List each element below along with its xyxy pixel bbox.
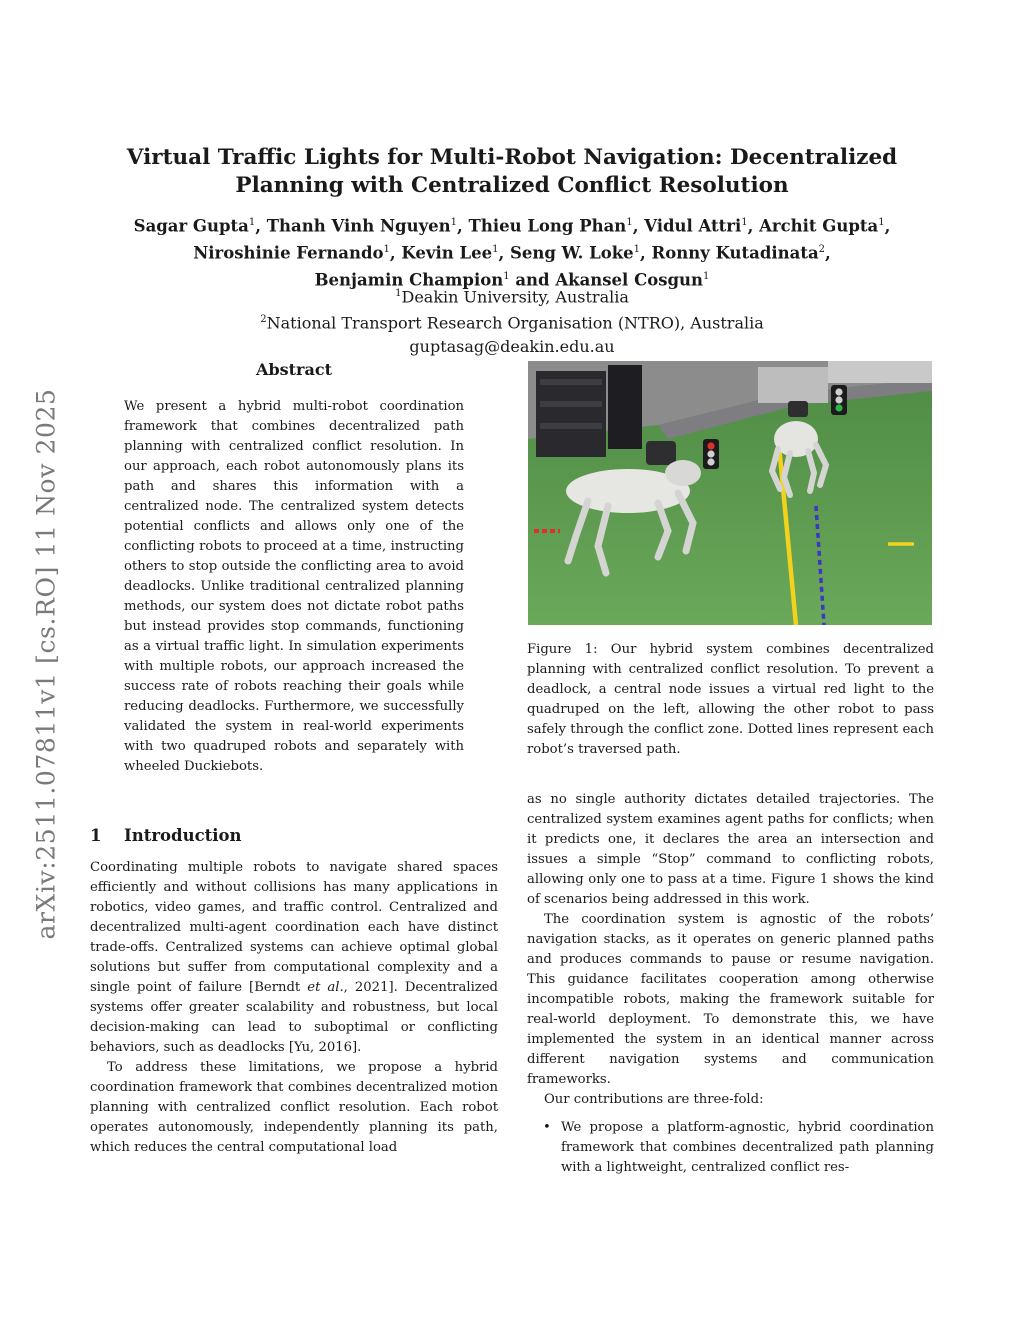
author-name: Kevin Lee bbox=[401, 243, 493, 263]
author-list bbox=[60, 211, 964, 292]
affiliation bbox=[100, 308, 924, 334]
left-column-text bbox=[90, 858, 498, 1158]
author-affiliation-mark: 1 bbox=[450, 217, 458, 228]
section-heading bbox=[90, 826, 500, 845]
green-traffic-light bbox=[831, 385, 847, 415]
and-word: and bbox=[515, 270, 550, 290]
red-traffic-light bbox=[703, 439, 719, 469]
citation-etal: et al. bbox=[307, 980, 344, 995]
affiliation-mark: 2 bbox=[260, 314, 267, 326]
paragraph: The coordination system is agnostic of the robots’ navigation stacks, as it operates on generic planned paths and produces commands to pause or resume navigation. This guidance facilitates cooperation among otherwise incompatible robots, making the framework suitable for real-world deployment. To demonstrate this, we have implemented the system in an identical manner across different navigation systems and communication frameworks. bbox=[527, 912, 934, 1087]
author-affiliation-mark: 1 bbox=[741, 217, 748, 228]
author-affiliation-mark: 1 bbox=[626, 217, 633, 228]
paragraph: Our contributions are three-fold: bbox=[544, 1092, 764, 1107]
bullet-icon: • bbox=[543, 1120, 551, 1135]
author-name: Akansel Cosgun bbox=[555, 270, 704, 290]
contact-email[interactable]: guptasag@deakin.edu.au bbox=[409, 336, 615, 356]
author-name: Benjamin Champion bbox=[314, 270, 504, 290]
paragraph-text: Coordinating multiple robots to navigate shared spaces efficiently and without collisions has many applications in robotics, video games, and traffic control. Centralized and decentralized multi-agent coordination each have distinct trade-offs. Centralized systems can achieve optimal global solutions but suffer from computational complexity and a single point of failure [Berndt bbox=[90, 860, 498, 995]
affiliations bbox=[100, 282, 924, 358]
right-column-text bbox=[527, 790, 934, 1178]
back-desk bbox=[758, 367, 828, 403]
paragraph bbox=[90, 858, 498, 1058]
author-line: Sagar Gupta$^1$, Thanh Vinh Nguyen$^1$, Thieu Long Phan$^1$, Vidul Attri$^1$, Archit Gupta$^1$, bbox=[133, 216, 891, 236]
author-name: Archit Gupta bbox=[759, 216, 879, 236]
author-affiliation-mark: 1 bbox=[703, 271, 710, 282]
affiliation-mark: 1 bbox=[395, 288, 402, 299]
author-name: Niroshinie Fernando bbox=[193, 243, 384, 263]
author-affiliation-mark: 1 bbox=[633, 244, 641, 255]
affiliation-text: National Transport Research Organisation (NTRO), Australia bbox=[266, 313, 764, 333]
figure-1-caption: Figure 1: Our hybrid system combines decentralized planning with centralized conflict resolution. To prevent a deadlock, a central node issues a virtual red light to the quadruped on the left, allowing the other robot to pass safely through the conflict zone. Dotted lines represent each robot’s traversed path. bbox=[527, 642, 934, 757]
author-name: Thieu Long Phan bbox=[468, 216, 627, 236]
author-affiliation-mark: 1 bbox=[383, 244, 390, 255]
arxiv-identifier[interactable]: arXiv:2511.07811v1 [cs.RO] 11 Nov 2025 bbox=[31, 388, 61, 940]
list-item bbox=[543, 1118, 934, 1178]
title-line-1: Virtual Traffic Lights for Multi-Robot Navigation: Decentralized bbox=[126, 145, 898, 170]
rack-shelf bbox=[540, 379, 602, 385]
affiliation-text: Deakin University, Australia bbox=[401, 287, 629, 307]
back-wall-panel bbox=[828, 361, 932, 383]
abstract-heading: Abstract bbox=[256, 360, 332, 379]
paragraph-text: , 2021]. Decentralized systems offer greater scalability and robustness, but local decision-making can lead to suboptimal or conflicting behaviors, such as deadlocks [Yu, 2016]. bbox=[90, 980, 498, 1055]
author-name: Thanh Vinh Nguyen bbox=[266, 216, 451, 236]
author-affiliation-mark: 1 bbox=[492, 244, 499, 255]
rack-shelf bbox=[540, 401, 602, 407]
paper-title bbox=[100, 144, 924, 200]
affiliation bbox=[100, 282, 924, 308]
black-cabinet bbox=[608, 365, 642, 449]
figure-1-photo bbox=[528, 361, 932, 625]
robots-scene-illustration bbox=[528, 361, 932, 625]
author-affiliation-mark: 1 bbox=[248, 217, 256, 228]
author-line: Niroshinie Fernando$^1$, Kevin Lee$^1$, Seng W. Loke$^1$, Ronny Kutadinata$^2$, bbox=[193, 243, 831, 263]
paragraph: To address these limitations, we propose a hybrid coordination framework that combines decentralized motion planning with centralized conflict resolution. Each robot operates autonomously, independently planning its path, which reduces the central computational load bbox=[90, 1060, 498, 1155]
section-number: 1 bbox=[90, 826, 102, 845]
author-affiliation-mark: 1 bbox=[503, 271, 510, 282]
author-affiliation-mark: 1 bbox=[878, 217, 885, 228]
abstract-text: We present a hybrid multi-robot coordination framework that combines decentralized path planning with centralized conflict resolution. In our approach, each robot autonomously plans its path and shares this information with a centralized node. The centralized system detects potential conflicts and allows only one of the conflicting robots to proceed at a time, instructing others to stop outside the conflicting area to avoid deadlocks. Unlike traditional centralized planning methods, our system does not dictate robot paths but instead provides stop commands, functioning as a virtual traffic light. In simulation experiments with multiple robots, our approach increased the success rate of robots reaching their goals while reducing deadlocks. Furthermore, we successfully validated the system in real-world experiments with two quadruped robots and separately with wheeled Duckiebots. bbox=[124, 399, 464, 774]
section-title: Introduction bbox=[124, 826, 242, 845]
author-name: Seng W. Loke bbox=[509, 243, 634, 263]
rack-shelf bbox=[540, 423, 602, 429]
author-name: Ronny Kutadinata bbox=[651, 243, 819, 263]
author-name: Vidul Attri bbox=[644, 216, 742, 236]
author-name: Sagar Gupta bbox=[133, 216, 249, 236]
author-affiliation-mark: 2 bbox=[818, 244, 826, 255]
list-item-text: We propose a platform-agnostic, hybrid coordination framework that combines decentralized path planning with a lightweight, centralized conflict res- bbox=[561, 1120, 934, 1175]
title-line-2: Planning with Centralized Conflict Resolution bbox=[235, 173, 789, 198]
contributions-list bbox=[527, 1118, 934, 1178]
paragraph: as no single authority dictates detailed trajectories. The centralized system examines agent paths for conflicts; when it predicts one, it declares the area an intersection and issues a simple “Stop” command to conflicting robots, allowing only one to pass at a time. Figure 1 shows the kind of scenarios being addressed in this work. bbox=[527, 792, 934, 907]
